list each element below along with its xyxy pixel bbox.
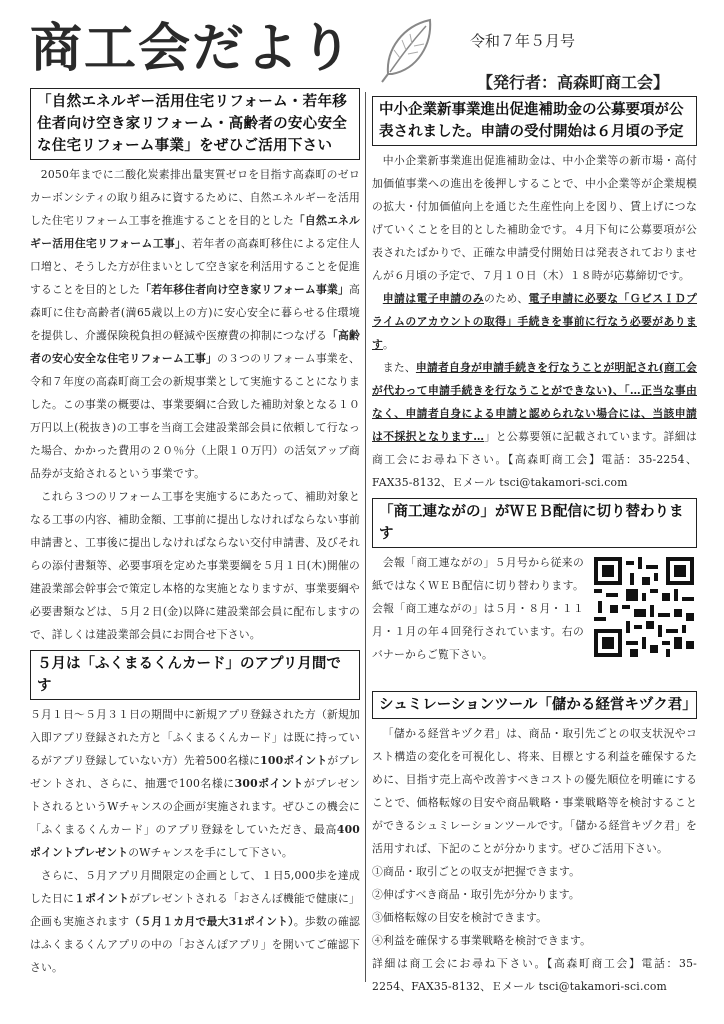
text-run: がプレゼントされるというWチャンスの企画が実施されます。ぜひこの機会に「ふくまるくんカード」のアプリ登録をしていただき、最高	[30, 777, 360, 836]
underlined-text: 電子申請に必要な「ＧビスＩＤプライムのアカウントの取得」手続きを事前に行なう必要があります	[372, 292, 698, 351]
list-item: ②伸ばすべき商品・取引先が分かります。	[372, 888, 580, 901]
newsletter-title: 商工会だより	[30, 19, 355, 79]
text-run: さらに、５月アプリ月間限定の企画として、１日5,000歩を達成した日に	[30, 869, 360, 905]
article-web-delivery-paragraph: 会報「商工連ながの」５月号から従来の紙ではなくＷＥＢ配信に切り替わります。会報「商工連ながの」は５月・８月・１１月・１月の年４回発行されています。右のバナーからご覧下さい。	[372, 556, 584, 661]
text-run: また、	[382, 361, 416, 374]
right-column	[372, 96, 697, 998]
text-run: 」と公募要領に記載されています。詳細は商工会にお尋ね下さい。【高森町商工会】電話：35-2254、FAX35-8132、Ｅメール tsci@takamori-sci.com	[372, 430, 697, 489]
article-simulation-footer: 詳細は商工会にお尋ね下さい。【高森町商工会】電話：35-2254、FAX35-8132、Ｅメール tsci@takamori-sci.com	[372, 957, 697, 993]
list-item: ③価格転嫁の目安を検討できます。	[372, 911, 548, 924]
article-app-month-body	[30, 703, 360, 979]
text-run: 、若年者の高森町移住による定住人口増と、そうした方が住まいとして空き家を利活用することを促進することを目的とした	[30, 237, 361, 296]
highlight-text: 「高齢者の安心安全な住宅リフォーム工事」	[30, 329, 360, 365]
article-app-month-paragraph	[30, 703, 360, 864]
list-item: ①商品・取引ごとの収支が把握できます。	[372, 865, 581, 878]
underlined-text: 申請は電子申請のみ	[382, 292, 485, 305]
highlight-text: 100ポイント	[260, 754, 328, 767]
highlight-text: 「自然エネルギー活用住宅リフォーム工事」	[30, 214, 360, 250]
article-subsidy-body	[372, 149, 697, 494]
article-app-month-paragraph	[30, 864, 360, 979]
text-run: ５月１日～５月３１日の期間中に新規アプリ登録された方（新規加入即アプリ登録された方と「ふくまるくんカード」は既に持っているがアプリ登録していない方）先着500名様に	[30, 708, 360, 767]
column-divider	[365, 92, 366, 982]
article-simulation-headline: シュミレーションツール「儲かる経営キヅク君」	[372, 691, 697, 719]
underlined-text: 申請者自身が申請手続きを行なうことが明記され(商工会が代わって申請手続きを行なうことができない)、「…正当な事由なく、申請者自身による申請と認められない場合には、当該申請は不採択となります…	[372, 361, 697, 443]
issue-date: 令和７年５月号	[470, 32, 576, 50]
text-run: の３つのリフォーム事業を、令和７年度の高森町商工会の新規事業として実施することになりました。この事業の概要は、事業要綱に合致した補助対象となる１０万円以上(税抜き)の工事を当商工会建設業部会員に依頼して行なった場合、かかった費用の２０％分（上限１０万円）の活気アップ商品券が支給されるという事業です。	[30, 352, 360, 480]
text-run: 高森町に住む高齢者(満65歳以上の方)に安心安全に暮らせる住環境を提供し、介護保険税負担の軽減や医療費の抑制につなげる	[30, 283, 360, 342]
text-run: 。	[383, 338, 394, 351]
article-reform-body	[30, 163, 360, 646]
list-item: ④利益を確保する事業戦略を検討できます。	[372, 934, 592, 947]
text-run: 2050年までに二酸化炭素排出量実質ゼロを目指す高森町のゼロカーボンシティの取り組みに資するために、自然エネルギーを活用した住宅リフォーム工事を推進することを目的とした	[30, 168, 360, 227]
web-delivery-section	[372, 551, 697, 691]
qr-code-icon[interactable]	[594, 557, 694, 657]
article-reform-paragraph: これら３つのリフォーム工事を実施するにあたって、補助対象となる工事の内容、補助金額、工事前に提出しなければならない事前申請書と、工事後に提出しなければならない交付申請書、及びそれらの添付書類等、必要事項を定めた事業要綱を５月１日(木)開催の建設業部会幹事会で策定し本格的な実施となりますが、事業要綱や必要書類などは、５月２日(金)以降に建設業部会員に配布しますので、詳しくは建設業部会員にお問合せ下さい。	[30, 490, 360, 641]
article-web-delivery-headline: 「商工連ながの」がＷＥＢ配信に切り替わります	[372, 498, 697, 548]
text-run: のため、	[484, 292, 529, 305]
article-simulation-paragraph: 「儲かる経営キヅク君」は、商品・取引先ごとの収支状況やコスト構造の変化を可視化し、将来、目標とする利益を確保するために、目指す売上高や改善すべきコストの優先順位を明確にすることで、価格転嫁の目安や商品戦略・事業戦略等を検討することができるシュミレーションツールです。「儲かる経営キヅク君」を活用すれば、下記のことが分かります。ぜひご活用下さい。	[372, 727, 697, 855]
highlight-text: １ポイント	[74, 892, 130, 905]
article-subsidy-paragraph	[372, 356, 697, 494]
article-app-month-headline: ５月は「ふくまるくんカード」のアプリ月間です	[30, 650, 360, 700]
article-subsidy-headline: 中小企業新事業進出促進補助金の公募要項が公表されました。申請の受付開始は６月頃の予定	[372, 96, 697, 146]
leaf-icon	[378, 14, 438, 84]
text-run: のWチャンスを手にして下さい。	[128, 846, 293, 859]
article-reform-paragraph	[30, 163, 360, 485]
highlight-text: （５月１カ月で最大31ポイント）	[129, 915, 294, 928]
highlight-text: 「若年移住者向け空き家リフォーム事業」	[140, 283, 349, 296]
text-run: がプレゼントされる「おさんぽ機能で健康に」企画も実施されます	[30, 892, 360, 928]
article-reform-headline: 「自然エネルギー活用住宅リフォーム・若年移住者向け空き家リフォーム・高齢者の安心安全な住宅リフォーム事業」をぜひご活用下さい	[30, 88, 360, 160]
highlight-text: 400ポイントプレゼント	[30, 823, 360, 859]
text-run: がプレゼントされ、さらに、抽選で100名様に	[30, 754, 361, 790]
article-web-delivery-body	[372, 551, 584, 666]
left-column	[30, 88, 360, 979]
text-run: 。歩数の確認はふくまるくんアプリの中の「おさんぽアプリ」を開いてご確認下さい。	[30, 915, 360, 974]
article-subsidy-paragraph: 中小企業新事業進出促進補助金は、中小企業等の新市場・高付加価値事業への進出を後押しすることで、中小企業等が企業規模の拡大・付加価値向上を通じた生産性向上を図り、賃上げにつなげていくことを目的とした補助金です。４月下旬に公募要項が公表されたばかりで、正確な申請受付開始日は発表されておりませんが６月頃の予定で、７月１０日（木）１８時が応募締切です。	[372, 154, 697, 282]
article-simulation-body	[372, 722, 697, 998]
article-subsidy-paragraph	[372, 287, 697, 356]
publisher: 【発行者：高森町商工会】	[476, 73, 669, 92]
highlight-text: 300ポイント	[234, 777, 304, 790]
